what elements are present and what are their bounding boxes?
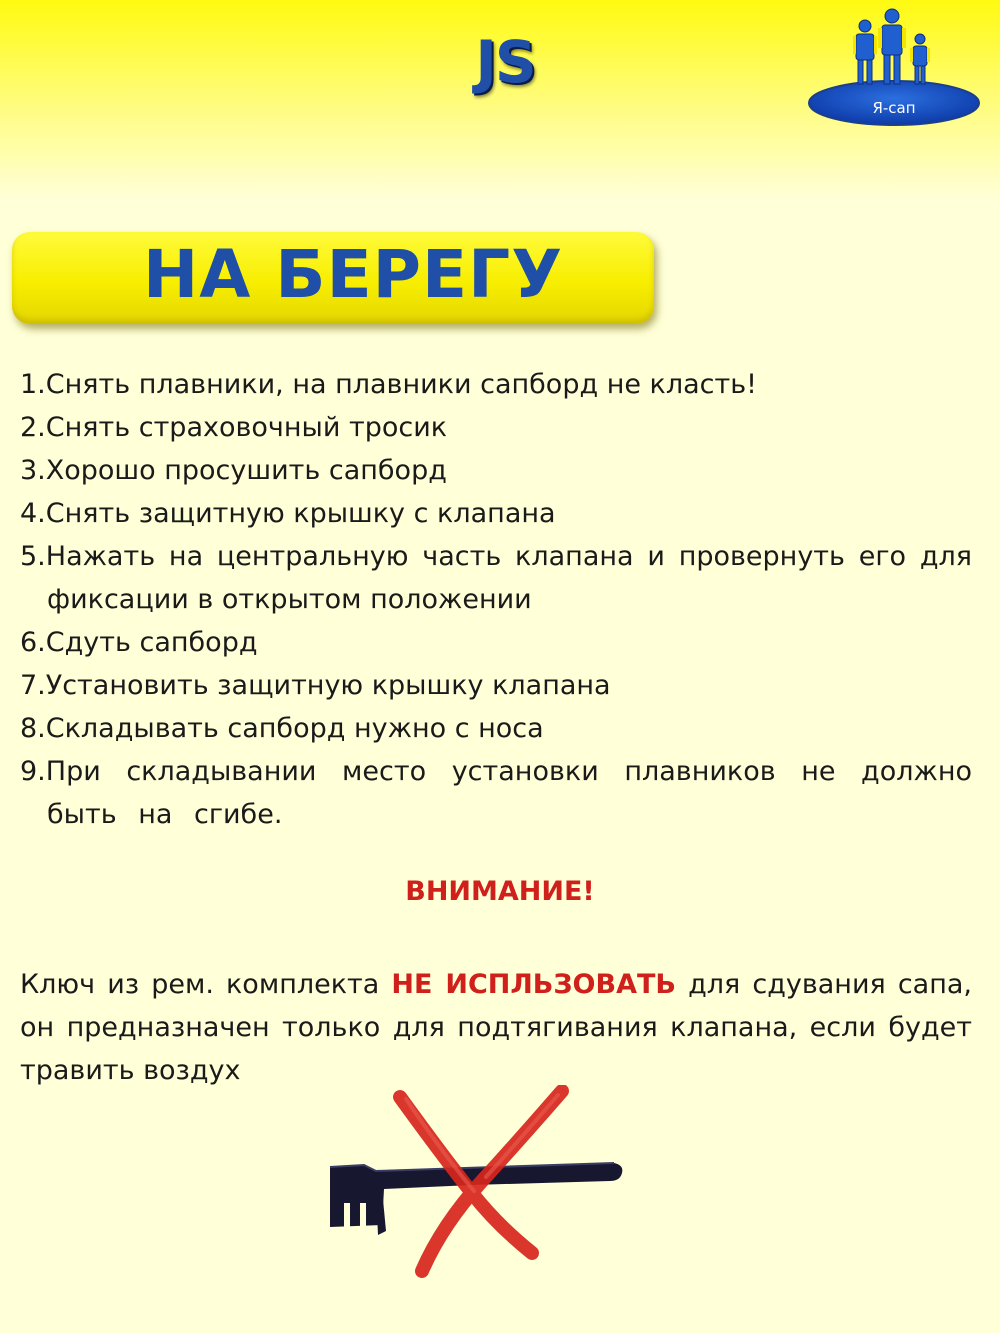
instruction-step: 6.Сдуть сапборд [20,627,258,658]
instruction-step: 1.Снять плавники, на плавники сапборд не класть! [20,369,757,400]
brand-label: Я-сап [872,99,916,117]
brand-logo [806,6,982,130]
js-logo: JS [475,28,535,96]
instruction-list [20,363,972,836]
valve-wrench-crossed-out-icon [322,1085,632,1285]
instruction-step: 2.Снять страховочный тросик [20,412,448,443]
warning-title: ВНИМАНИЕ! [405,876,595,907]
instruction-step: 4.Снять защитную крышку с клапана [20,498,556,529]
instruction-step: 9.При складывании место установки плавников не должно быть на сгибе. [20,756,972,830]
warning-text [20,963,972,1092]
instruction-step: 5.Нажать на центральную часть клапана и провернуть его для фиксации в открытом положении [20,541,972,615]
warning-text-end: для сдувания сапа, он предназначен только для подтягивания клапана, если будет травить воздух [20,969,973,1086]
instruction-step: 8.Складывать сапборд нужно с носа [20,713,544,744]
instruction-step: 7.Установить защитную крышку клапана [20,670,611,701]
warning-text-start: Ключ из рем. комплекта [20,969,392,1000]
section-title: НА БЕРЕГУ [143,236,564,313]
instruction-step: 3.Хорошо просушить сапборд [20,455,447,486]
warning-emphasis: НЕ ИСПЛЬЗОВАТЬ [391,969,676,1000]
